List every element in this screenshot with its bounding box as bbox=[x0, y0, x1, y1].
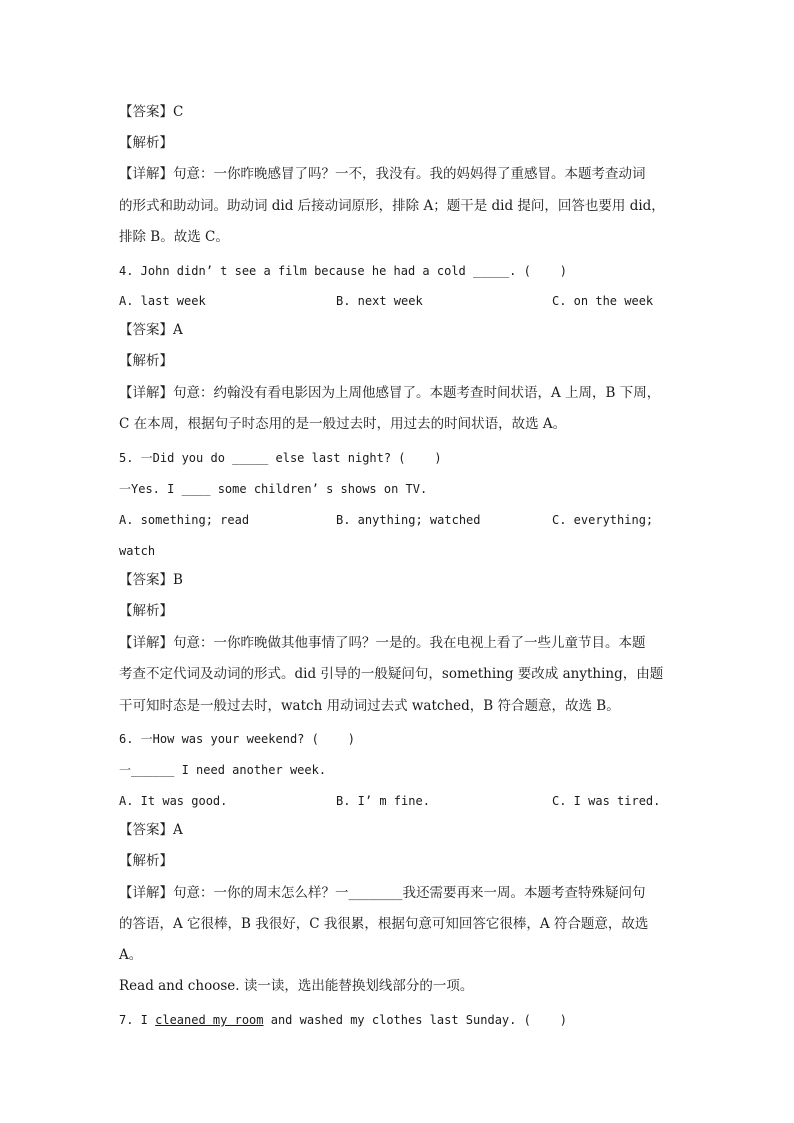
underlined-phrase: cleaned my room bbox=[155, 1013, 264, 1027]
explanation-line: 【详解】句意：一你的周末怎么样？一________我还需要再来一周。本题考查特殊疑问句 bbox=[119, 885, 646, 901]
explanation-line: 【详解】句意：约翰没有看电影因为上周他感冒了。本题考查时间状语，A 上周，B 下周， bbox=[119, 385, 661, 401]
option-c: C. on the week bbox=[552, 294, 654, 308]
option-a: A. It was good. bbox=[119, 794, 228, 808]
answer-label: 【答案】A bbox=[119, 322, 183, 338]
question-5-reply: 一Yes. I ____ some children’ s shows on TV. bbox=[119, 482, 428, 496]
question-7-suffix: and washed my clothes last Sunday. ( ) bbox=[263, 1013, 567, 1027]
question-4: 4. John didn’ t see a film because he had a cold _____. ( ) bbox=[119, 264, 567, 278]
analysis-label: 【解析】 bbox=[119, 603, 173, 619]
analysis-label: 【解析】 bbox=[119, 353, 173, 369]
answer-label: 【答案】B bbox=[119, 572, 183, 588]
analysis-label: 【解析】 bbox=[119, 135, 173, 151]
answer-label: 【答案】A bbox=[119, 822, 183, 838]
option-b: B. next week bbox=[336, 294, 423, 308]
explanation-line: 的形式和助动词。助动词 did 后接动词原形，排除 A；题干是 did 提问，回答也要用 did， bbox=[119, 198, 665, 214]
explanation-line: 干可知时态是一般过去时，watch 用动词过去式 watched，B 符合题意，故选 B。 bbox=[119, 698, 620, 714]
section-instruction: Read and choose. 读一读，选出能替换划线部分的一项。 bbox=[119, 978, 474, 994]
explanation-line: C 在本周，根据句子时态用的是一般过去时，用过去的时间状语，故选 A。 bbox=[119, 416, 567, 432]
explanation-line: A。 bbox=[119, 947, 143, 963]
option-b: B. anything; watched bbox=[336, 513, 481, 527]
question-5: 5. 一Did you do _____ else last night? ( ) bbox=[119, 451, 442, 465]
option-c: C. I was tired. bbox=[552, 794, 661, 808]
question-6-reply: 一______ I need another week. bbox=[119, 763, 327, 777]
option-c-continued: watch bbox=[119, 544, 156, 558]
question-7 bbox=[119, 1011, 567, 1029]
explanation-line: 【详解】句意：一你昨晚做其他事情了吗？一是的。我在电视上看了一些儿童节目。本题 bbox=[119, 635, 646, 651]
question-7-prefix: 7. I bbox=[119, 1013, 156, 1027]
option-a: A. last week bbox=[119, 294, 206, 308]
explanation-line: 排除 B。故选 C。 bbox=[119, 229, 229, 245]
analysis-label: 【解析】 bbox=[119, 853, 173, 869]
question-6: 6. 一How was your weekend? ( ) bbox=[119, 732, 355, 746]
option-b: B. I’ m fine. bbox=[336, 794, 430, 808]
explanation-line: 【详解】句意：一你昨晚感冒了吗？一不，我没有。我的妈妈得了重感冒。本题考查动词 bbox=[119, 166, 646, 182]
option-c: C. everything; bbox=[552, 513, 654, 527]
option-a: A. something; read bbox=[119, 513, 250, 527]
answer-label: 【答案】C bbox=[119, 104, 184, 120]
explanation-line: 的答语，A 它很棒，B 我很好，C 我很累，根据句意可知回答它很棒，A 符合题意，故选 bbox=[119, 916, 649, 932]
explanation-line: 考查不定代词及动词的形式。did 引导的一般疑问句，something 要改成 anything，由题 bbox=[119, 666, 664, 682]
